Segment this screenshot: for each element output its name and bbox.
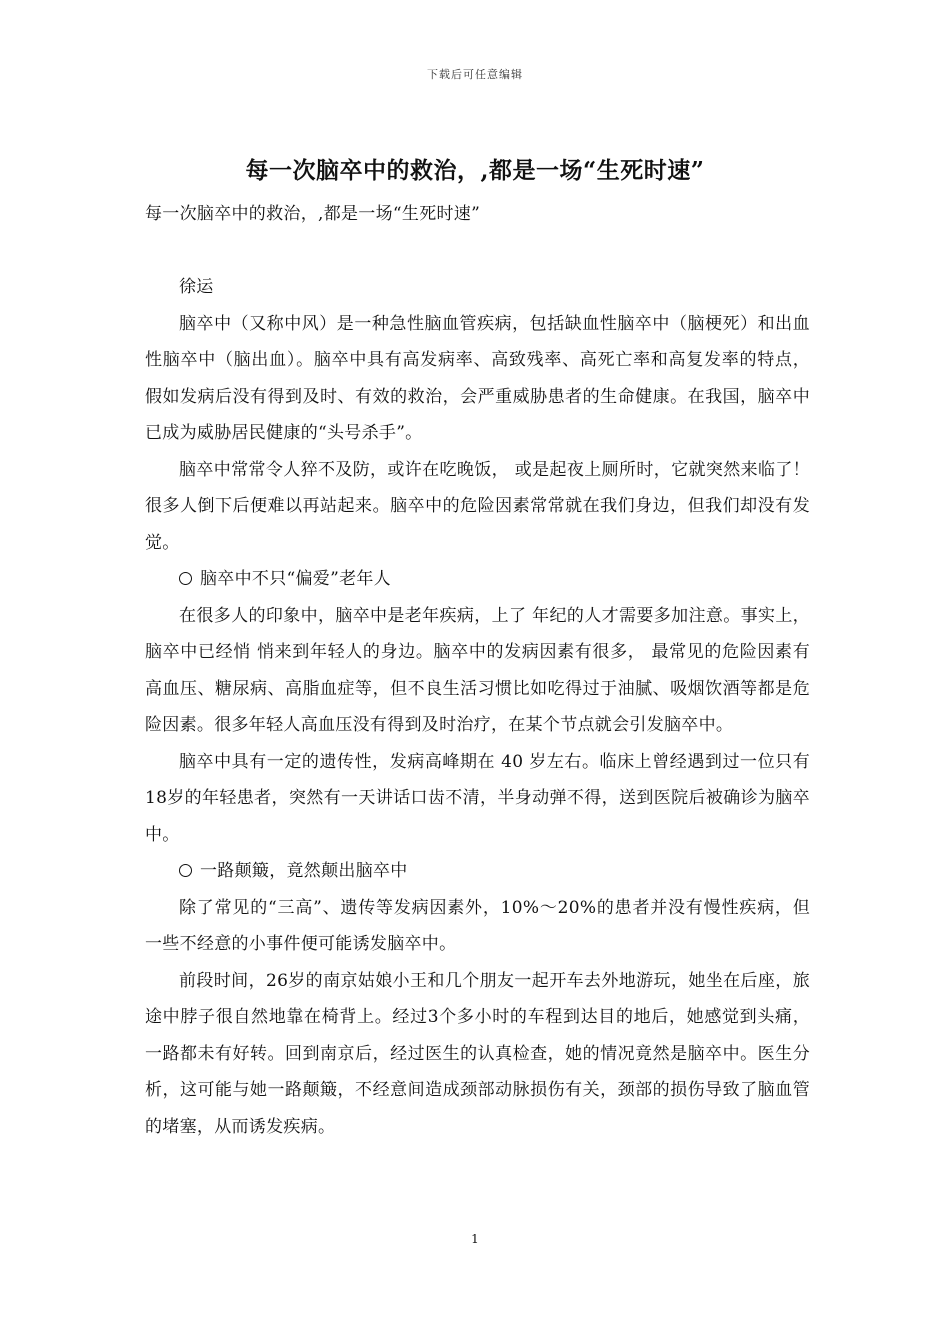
- paragraph: 脑卒中（又称中风）是一种急性脑血管疾病，包括缺血性脑卒中（脑梗死）和出血性脑卒中（脑出血）。脑卒中具有高发病率、高致残率、高死亡率和高复发率的特点，假如发病后没有得到及时、有效的救治，会严重威胁患者的生命健康。在我国，脑卒中已成为威胁居民健康的“头号杀手”。: [145, 313, 810, 443]
- header-note: 下载后可任意编辑: [427, 68, 523, 81]
- paragraph: 除了常见的“三高”、遗传等发病因素外，10%～20%的患者并没有慢性疾病，但一些不经意的小事件便可能诱发脑卒中。: [145, 897, 810, 954]
- paragraph: 在很多人的印象中，脑卒中是老年疾病，上了 年纪的人才需要多加注意。事实上，脑卒中已经悄 悄来到年轻人的身边。脑卒中的发病因素有很多， 最常见的危险因素有高血压、糖尿病、高脂血症等，但不良生活习惯比如吃得过于油腻、吸烟饮酒等都是危险因素。很多年轻人高血压没有得到及时治疗，在某个节点就会引发脑卒中。: [145, 605, 810, 735]
- paragraph: 脑卒中具有一定的遗传性，发病高峰期在 40 岁左右。临床上曾经遇到过一位只有18岁的年轻患者，突然有一天讲话口齿不清，半身动弹不得，送到医院后被确诊为脑卒中。: [145, 751, 810, 845]
- document-body: [145, 196, 810, 1145]
- circle-bullet-icon: [179, 864, 192, 877]
- author: 徐运: [179, 277, 214, 297]
- circle-bullet-icon: [179, 572, 192, 585]
- section-heading-text: 脑卒中不只“偏爱”老年人: [200, 569, 391, 589]
- section-heading: [145, 561, 810, 598]
- paragraph: 前段时间，26岁的南京姑娘小王和几个朋友一起开车去外地游玩，她坐在后座，旅途中脖子很自然地靠在椅背上。经过3个多小时的车程到达目的地后，她感觉到头痛，一路都未有好转。回到南京后，经过医生的认真检查，她的情况竟然是脑卒中。医生分析，这可能与她一路颠簸，不经意间造成颈部动脉损伤有关，颈部的损伤导致了脑血管的堵塞，从而诱发疾病。: [145, 970, 810, 1137]
- subtitle: 每一次脑卒中的救治，,都是一场“生死时速”: [145, 204, 481, 224]
- document-title: 每一次脑卒中的救治，,都是一场“生死时速”: [245, 157, 705, 184]
- section-heading-text: 一路颠簸，竟然颠出脑卒中: [200, 861, 408, 881]
- page-number: 1: [471, 1232, 479, 1246]
- blank-line: [145, 233, 810, 270]
- section-heading: [145, 853, 810, 890]
- paragraph: 脑卒中常常令人猝不及防，或许在吃晚饭， 或是起夜上厕所时，它就突然来临了！很多人倒下后便难以再站起来。脑卒中的危险因素常常就在我们身边，但我们却没有发觉。: [145, 459, 810, 553]
